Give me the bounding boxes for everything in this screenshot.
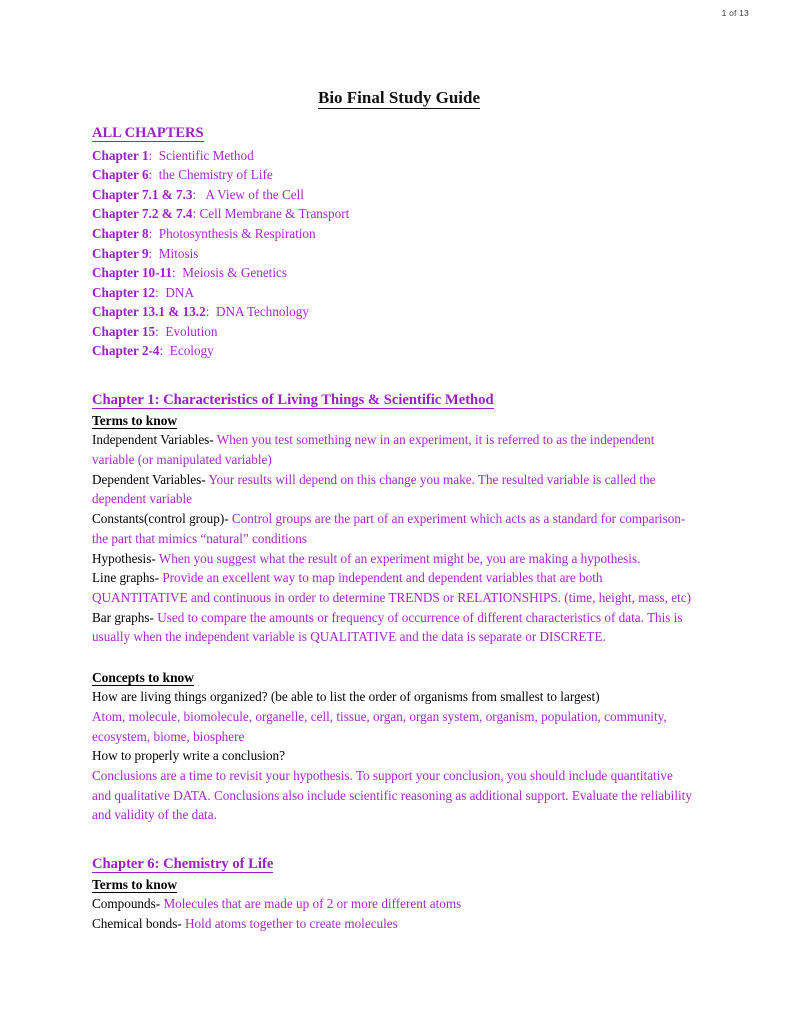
chapter-1-heading-text: Chapter 1: Characteristics of Living Things & Scientific Method	[92, 392, 494, 409]
chapter-index-text: : Ecology	[159, 343, 214, 359]
chapter-1-terms-heading-text: Terms to know	[92, 413, 178, 429]
term-entry	[92, 470, 692, 509]
all-chapters-heading-text: ALL CHAPTERS	[92, 125, 204, 141]
chapter-index-label: Chapter 10-11	[92, 265, 172, 281]
list-item	[92, 146, 692, 166]
concept-question: How are living things organized? (be able to list the order of organisms from smallest to largest)	[92, 689, 600, 705]
chapter-index-text: : Meiosis & Genetics	[171, 265, 287, 281]
chapter-index-text: : Mitosis	[148, 245, 199, 261]
term-label: Bar graphs-	[92, 609, 158, 625]
term-entry	[92, 568, 692, 607]
all-chapters-heading	[92, 124, 692, 143]
list-item	[92, 302, 692, 322]
chapter-index-label: Chapter 1	[92, 147, 149, 163]
term-definition: Used to compare the amounts or frequency of occurrence of different characteristics of data. This is usually when the independent variable is QUALITATIVE and the data is separate or DISCRETE.	[92, 609, 683, 645]
term-definition: Molecules that are made up of 2 or more different atoms	[163, 896, 462, 912]
list-item	[92, 185, 692, 205]
chapter-index-text: : A View of the Cell	[192, 186, 304, 202]
chapter-6-terms-heading-text: Terms to know	[92, 876, 178, 892]
chapter-index-text: : DNA	[155, 284, 194, 300]
chapter-index-label: Chapter 7.1 & 7.3	[92, 186, 193, 202]
chapter-index-label: Chapter 7.2 & 7.4	[92, 206, 193, 222]
page-title	[92, 88, 692, 108]
term-label: Dependent Variables-	[92, 471, 209, 487]
concept-question: How to properly write a conclusion?	[92, 748, 285, 764]
chapter-1-concepts-heading	[92, 669, 692, 686]
term-entry	[92, 608, 692, 647]
term-definition: When you test something new in an experiment, it is referred to as the independent variable (or manipulated variable)	[92, 432, 655, 468]
chapter-index-label: Chapter 15	[92, 323, 156, 339]
spacer	[92, 825, 692, 855]
term-definition: Provide an excellent way to map independent and dependent variables that are both QUANTITATIVE and continuous in order to determine TRENDS or RELATIONSHIPS. (time, height, mass, etc)	[92, 570, 691, 605]
chapter-6-heading	[92, 855, 692, 874]
term-label: Chemical bonds-	[92, 916, 186, 932]
chapter-index-label: Chapter 12	[92, 284, 156, 300]
document-body	[92, 88, 692, 934]
term-entry	[92, 549, 692, 569]
term-definition: Control groups are the part of an experiment which acts as a standard for comparison- the part that mimics “natural” conditions	[92, 511, 686, 546]
chapter-index-text: : Scientific Method	[148, 147, 254, 163]
chapter-index-label: Chapter 13.1 & 13.2	[92, 304, 206, 320]
term-entry	[92, 914, 692, 934]
list-item	[92, 283, 692, 303]
chapter-index-label: Chapter 8	[92, 225, 149, 241]
list-item	[92, 341, 692, 361]
list-item	[92, 165, 692, 185]
chapter-index-label: Chapter 6	[92, 167, 149, 183]
list-item	[92, 263, 692, 283]
chapter-index-text: : DNA Technology	[205, 304, 309, 320]
term-label: Independent Variables-	[92, 432, 217, 448]
term-entry	[92, 894, 692, 914]
chapter-1-heading	[92, 391, 692, 410]
term-definition: Hold atoms together to create molecules	[185, 916, 398, 932]
list-item	[92, 204, 692, 224]
spacer	[92, 647, 692, 667]
chapter-1-terms-heading	[92, 412, 692, 429]
concept-answer: Conclusions are a time to revisit your hypothesis. To support your conclusion, you should include quantitative and qualitative DATA. Conclusions also include scientific reasoning as additional support. Evaluate the reliability and validity of the data.	[92, 767, 692, 823]
chapter-index-list	[92, 146, 692, 362]
page-title-text: Bio Final Study Guide	[317, 88, 481, 107]
term-entry	[92, 430, 692, 469]
term-label: Hypothesis-	[92, 550, 159, 566]
chapter-index-text: : Photosynthesis & Respiration	[148, 225, 316, 241]
list-item	[92, 244, 692, 264]
chapter-6-heading-text: Chapter 6: Chemistry of Life	[92, 855, 274, 872]
spacer	[92, 361, 692, 391]
term-label: Constants(control group)-	[92, 511, 232, 527]
chapter-index-label: Chapter 2-4	[92, 343, 160, 359]
chapter-index-text: : the Chemistry of Life	[148, 167, 273, 183]
term-definition: When you suggest what the result of an experiment might be, you are making a hypothesis.	[158, 550, 641, 566]
chapter-1-concepts-heading-text: Concepts to know	[92, 669, 194, 685]
chapter-index-text: : Cell Membrane & Transport	[192, 206, 350, 222]
list-item	[92, 224, 692, 244]
chapter-index-label: Chapter 9	[92, 245, 149, 261]
term-entry	[92, 509, 692, 548]
chapter-6-terms-heading	[92, 876, 692, 893]
term-label: Compounds-	[92, 896, 164, 912]
concept-answer: Atom, molecule, biomolecule, organelle, cell, tissue, organ, organ system, organism, population, community, ecosystem, biome, biosphere	[92, 708, 667, 744]
chapter-index-text: : Evolution	[155, 323, 218, 339]
term-definition: Your results will depend on this change you make. The resulted variable is called the dependent variable	[92, 471, 656, 507]
page-indicator: 1 of 13	[721, 8, 749, 18]
term-label: Line graphs-	[92, 570, 163, 586]
list-item	[92, 322, 692, 342]
